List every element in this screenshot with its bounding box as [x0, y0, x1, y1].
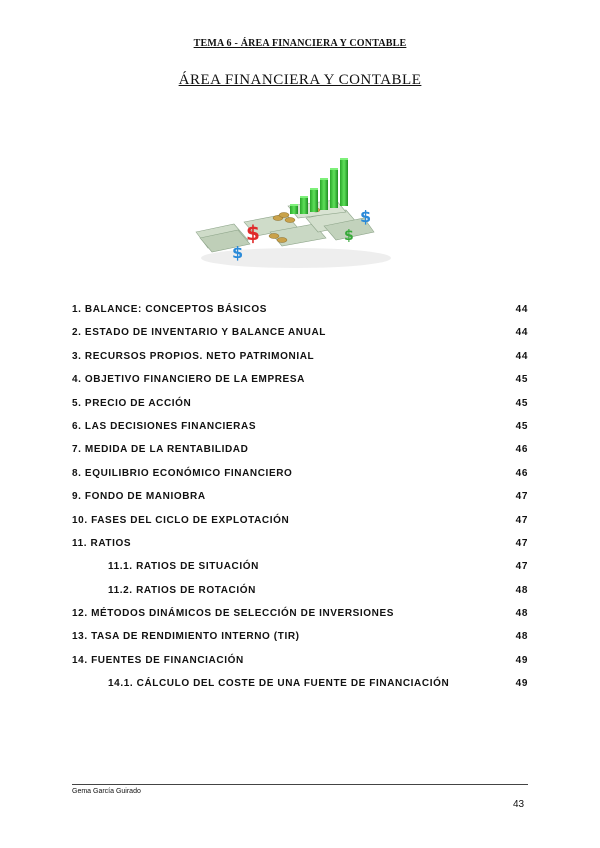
toc-entry-title: 12. MÉTODOS DINÁMICOS DE SELECCIÓN DE INVERSIONES	[72, 608, 395, 620]
toc-entry-title: 3. RECURSOS PROPIOS. NETO PATRIMONIAL	[72, 350, 315, 362]
toc-entry-page: 46	[515, 467, 528, 479]
toc-entry[interactable]	[72, 487, 528, 510]
toc-entry-title: 5. PRECIO DE ACCIÓN	[72, 397, 192, 409]
toc-entry-page: 45	[515, 420, 528, 432]
toc-entry-page: 45	[515, 374, 528, 386]
toc-entry-title: 8. EQUILIBRIO ECONÓMICO FINANCIERO	[72, 467, 293, 479]
toc-entry[interactable]	[72, 417, 528, 440]
toc-entry[interactable]	[72, 534, 528, 557]
toc-entry[interactable]	[72, 557, 528, 580]
toc-entry-title: 2. ESTADO DE INVENTARIO Y BALANCE ANUAL	[72, 327, 326, 339]
toc-entry[interactable]	[72, 464, 528, 487]
toc-entry-page: 48	[515, 584, 528, 596]
toc-entry-page: 45	[515, 397, 528, 409]
toc-entry-page: 47	[515, 537, 528, 549]
footer-author: Gema García Guirado	[72, 788, 141, 795]
toc-entry-title: 9. FONDO DE MANIOBRA	[72, 491, 206, 503]
toc-entry[interactable]	[72, 604, 528, 627]
footer-divider	[72, 784, 528, 785]
toc-entry-page: 48	[515, 631, 528, 643]
svg-text:$: $	[344, 228, 354, 244]
toc-entry[interactable]	[72, 581, 528, 604]
toc-entry[interactable]	[72, 394, 528, 417]
toc-entry-title: 6. LAS DECISIONES FINANCIERAS	[72, 420, 257, 432]
toc-entry[interactable]	[72, 674, 528, 697]
toc-entry[interactable]	[72, 440, 528, 463]
toc-entry-page: 47	[515, 514, 528, 526]
toc-entry-title: 1. BALANCE: CONCEPTOS BÁSICOS	[72, 304, 268, 315]
toc-entry-page: 44	[515, 350, 528, 362]
toc-entry[interactable]	[72, 651, 528, 674]
toc-entry-title: 14.1. CÁLCULO DEL COSTE DE UNA FUENTE DE FINANCIACIÓN	[108, 678, 450, 690]
toc-entry-page: 47	[515, 561, 528, 573]
page-number: 43	[513, 799, 525, 810]
toc-entry-title: 11.2. RATIOS DE ROTACIÓN	[108, 584, 256, 596]
page-title: ÁREA FINANCIERA Y CONTABLE	[178, 72, 422, 88]
toc-entry-page: 49	[515, 678, 528, 690]
toc-entry-page: 44	[515, 327, 528, 339]
toc-entry-title: 11.1. RATIOS DE SITUACIÓN	[108, 561, 259, 573]
finance-growth-icon	[186, 140, 411, 280]
toc-entry[interactable]	[72, 347, 528, 370]
toc-entry-page: 47	[515, 491, 528, 503]
running-header: TEMA 6 - ÁREA FINANCIERA Y CONTABLE	[193, 38, 407, 49]
toc-entry[interactable]	[72, 511, 528, 534]
table-of-contents	[72, 300, 528, 698]
toc-entry-page: 49	[515, 654, 528, 666]
toc-entry-title: 14. FUENTES DE FINANCIACIÓN	[72, 654, 244, 666]
toc-entry-title: 11. RATIOS	[72, 537, 132, 549]
toc-entry-title: 7. MEDIDA DE LA RENTABILIDAD	[72, 444, 249, 456]
svg-text:$: $	[232, 243, 244, 262]
toc-entry[interactable]	[72, 370, 528, 393]
toc-entry-page: 44	[515, 304, 528, 315]
svg-text:$: $	[360, 207, 372, 226]
svg-text:$: $	[246, 221, 260, 245]
toc-entry[interactable]	[72, 300, 528, 323]
toc-entry[interactable]	[72, 627, 528, 650]
toc-entry-title: 13. TASA DE RENDIMIENTO INTERNO (TIR)	[72, 631, 300, 643]
toc-entry[interactable]	[72, 323, 528, 346]
toc-entry-page: 46	[515, 444, 528, 456]
toc-entry-page: 48	[515, 608, 528, 620]
toc-entry-title: 4. OBJETIVO FINANCIERO DE LA EMPRESA	[72, 374, 305, 386]
toc-entry-title: 10. FASES DEL CICLO DE EXPLOTACIÓN	[72, 514, 290, 526]
